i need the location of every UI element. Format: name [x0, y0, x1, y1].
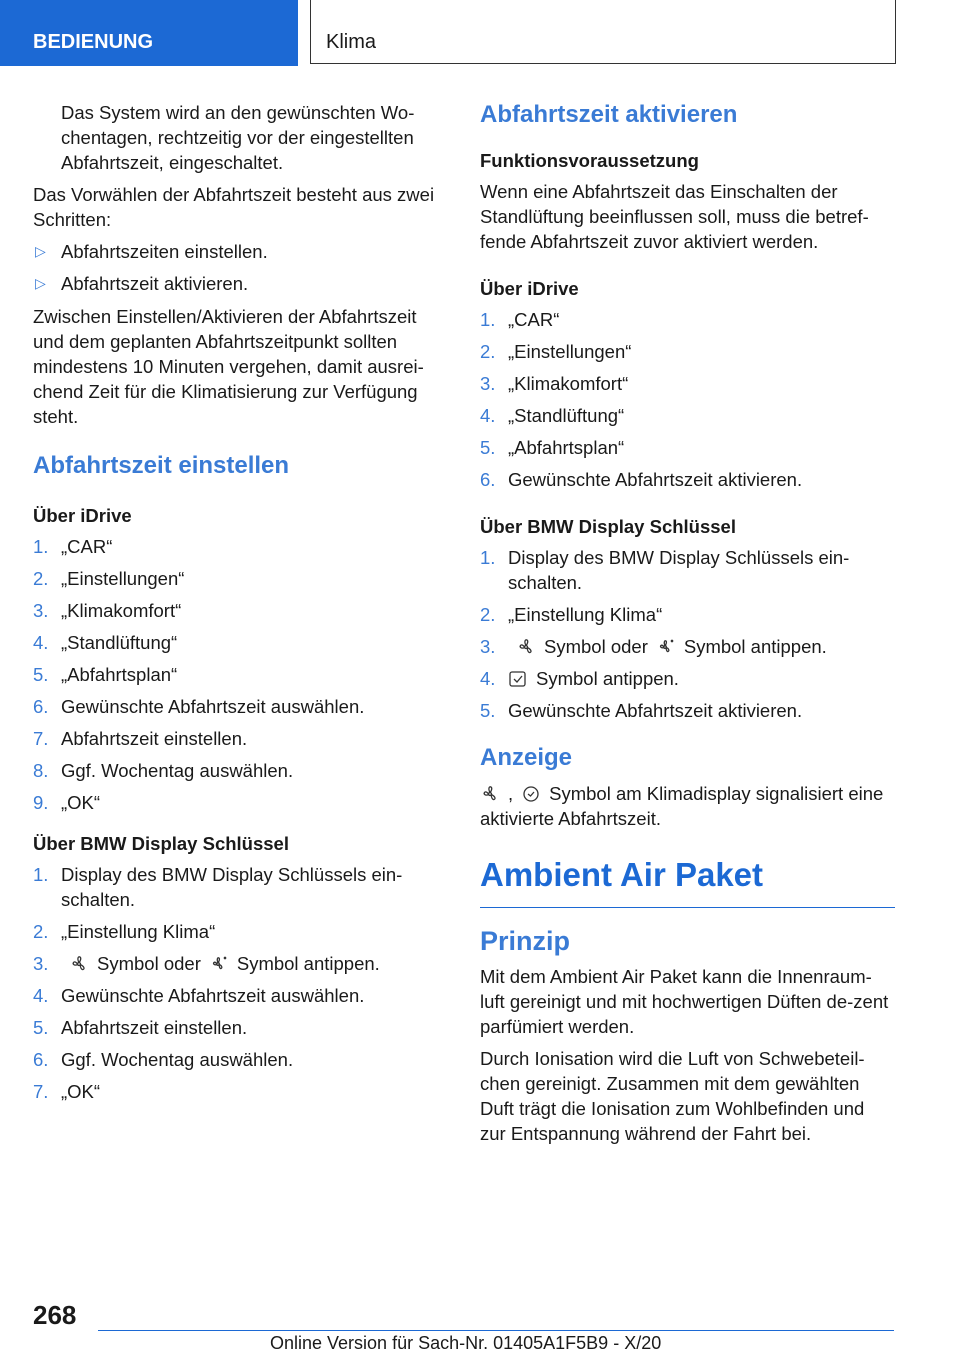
key-steps — [480, 545, 895, 723]
list-item: 1. „CAR“ — [480, 309, 560, 330]
list-item: 4. Symbol antippen. — [480, 668, 679, 689]
prinzip-paragraph-2: Durch Ionisation wird die Luft von Schwebeteil-chen gereinigt. Zusammen mit dem gewählten Duft trägt die Ionisation zum Wohlbefinden und zur Entspannung während der Fahrt bei. — [480, 1048, 865, 1144]
list-item: 3. Symbol oder Symbol antippen. — [33, 953, 380, 974]
list-item: 4. „Standlüftung“ — [33, 632, 178, 653]
triangle-bullet-icon: ▷ — [35, 243, 46, 259]
page-number: 268 — [33, 1300, 77, 1330]
footer-text: Online Version für Sach-Nr. 01405A1F5B9 - X/20 — [270, 1333, 662, 1353]
left-column — [33, 100, 448, 1112]
display-heading: Anzeige — [480, 744, 573, 771]
chapter-title: Klima — [310, 0, 896, 64]
subheading-idrive: Über iDrive — [480, 278, 579, 299]
list-item: 7. Abfahrtszeit einstellen. — [33, 728, 248, 749]
fan-icon — [516, 638, 536, 656]
intro-paragraph: Das System wird an den gewünschten Wo-chentagen, rechtzeitig vor der eingestellten Abfahrtszeit, eingeschaltet. — [61, 102, 415, 173]
right-column — [480, 100, 895, 1153]
list-item: 5. „Abfahrtsplan“ — [480, 437, 625, 458]
subheading-requirements: Funktionsvoraussetzung — [480, 150, 699, 171]
timer-check-icon — [508, 670, 528, 688]
main-heading: Ambient Air Paket — [480, 853, 895, 908]
list-item: 5. Gewünschte Abfahrtszeit aktivieren. — [480, 700, 803, 721]
list-item: 1. Display des BMW Display Schlüssels ein-schalten. — [33, 864, 403, 910]
fan-icon — [69, 955, 89, 973]
idrive-steps — [33, 534, 448, 815]
list-item: ▷ Abfahrtszeit aktivieren. — [35, 273, 249, 294]
fan-timer-icon — [656, 638, 676, 656]
section-heading: Abfahrtszeit aktivieren — [480, 101, 738, 128]
list-item: 3. „Klimakomfort“ — [33, 600, 182, 621]
list-item: 1. „CAR“ — [33, 536, 113, 557]
list-item: 5. „Abfahrtsplan“ — [33, 664, 178, 685]
list-item: 4. Gewünschte Abfahrtszeit auswählen. — [33, 985, 365, 1006]
key-steps — [33, 862, 448, 1104]
fan-timer-icon — [209, 955, 229, 973]
list-item: 5. Abfahrtszeit einstellen. — [33, 1017, 248, 1038]
list-item: 6. Ggf. Wochentag auswählen. — [33, 1049, 294, 1070]
subheading-key: Über BMW Display Schlüssel — [480, 516, 736, 537]
subheading-idrive: Über iDrive — [33, 505, 132, 526]
footer-divider — [98, 1330, 894, 1331]
list-item: 8. Ggf. Wochentag auswählen. — [33, 760, 294, 781]
idrive-steps — [480, 307, 895, 492]
list-item: 2. „Einstellungen“ — [33, 568, 185, 589]
list-item: 4. „Standlüftung“ — [480, 405, 625, 426]
list-item: 2. „Einstellungen“ — [480, 341, 632, 362]
subheading-key: Über BMW Display Schlüssel — [33, 833, 289, 854]
list-item: 6. Gewünschte Abfahrtszeit aktivieren. — [480, 469, 803, 490]
list-item: 3. „Klimakomfort“ — [480, 373, 629, 394]
list-item: ▷ Abfahrtszeiten einstellen. — [35, 241, 268, 262]
requirements-paragraph: Wenn eine Abfahrtszeit das Einschalten der Standlüftung beeinflussen soll, muss die betref-fende Abfahrtszeit zuvor aktiviert werden. — [480, 181, 869, 252]
prinzip-paragraph-1: Mit dem Ambient Air Paket kann die Innenraum-luft gereinigt und mit hochwertigen Düften de-zent parfümiert werden. — [480, 966, 889, 1037]
timing-paragraph: Zwischen Einstellen/Aktivieren der Abfahrtszeit und dem geplanten Abfahrtszeitpunkt sollten mindestens 10 Minuten vergehen, damit ausrei-chend Zeit für die Klimatisierung zur Verfügung steht. — [33, 306, 424, 427]
bullet-list — [33, 239, 448, 296]
list-item: 2. „Einstellung Klima“ — [480, 604, 663, 625]
list-item: 7. „OK“ — [33, 1081, 101, 1102]
triangle-bullet-icon: ▷ — [35, 275, 46, 291]
list-item: 1. Display des BMW Display Schlüssels ein-schalten. — [480, 547, 850, 593]
list-item: 2. „Einstellung Klima“ — [33, 921, 216, 942]
clock-icon — [521, 785, 541, 803]
display-paragraph: , Symbol am Klimadisplay signalisiert eine aktivierte Abfahrtszeit. — [480, 783, 884, 829]
list-item: 9. „OK“ — [33, 792, 101, 813]
fan-icon — [480, 785, 500, 803]
page-header — [0, 0, 960, 66]
prinzip-heading: Prinzip — [480, 926, 571, 956]
section-title: BEDIENUNG — [0, 0, 298, 66]
list-item: 3. Symbol oder Symbol antippen. — [480, 636, 827, 657]
steps-paragraph: Das Vorwählen der Abfahrtszeit besteht aus zwei Schritten: — [33, 184, 435, 230]
section-heading: Abfahrtszeit einstellen — [33, 452, 290, 479]
list-item: 6. Gewünschte Abfahrtszeit auswählen. — [33, 696, 365, 717]
